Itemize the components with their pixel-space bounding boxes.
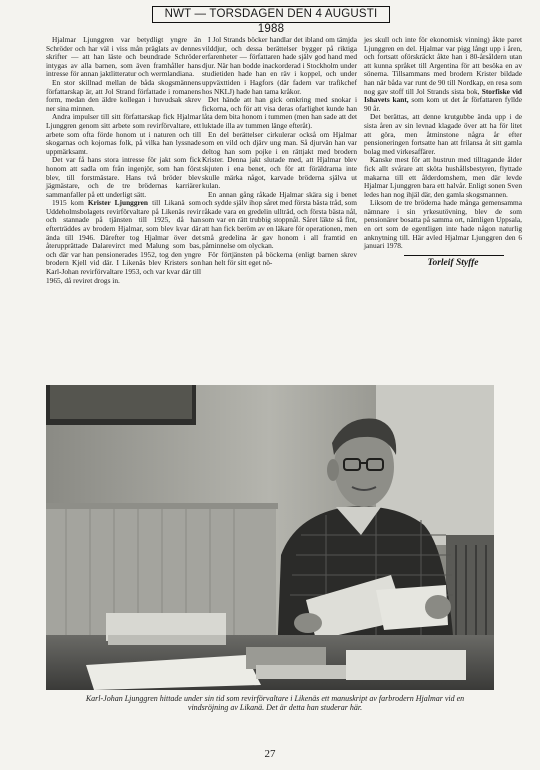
article-column-2 xyxy=(202,36,357,268)
bold-title: Storfiske vid Ishavets kant, xyxy=(364,86,522,105)
photo-caption: Karl-Johan Ljunggren hittade under sin tid som revirförvaltare i Likenäs ett manuskript av farbrodern Hjalmar vid en vindsröjning av Likanä. Det är detta han studerar här. xyxy=(85,694,465,713)
paragraph: En stor skillnad mellan de båda skogsmännens författarskap är, att Jol Strand författade i romanens form, medan den äldre kollegan i huvudsak skrev ner sina minnen. xyxy=(46,77,201,113)
paragraph: Det var få hans stora intresse för jakt som fick honom att sadla om från ingenjör, som han först blev, till forstmästare. Hans två bröder blev jägmästare, och de tre brödernas karriärer sammanfaller på ett underligt sätt. xyxy=(46,155,201,199)
page-number: 27 xyxy=(264,748,276,760)
paragraph xyxy=(364,36,522,113)
paragraph: En annan gång råkade Hjalmar skära sig i benet och sydde själv ihop såret med första bästa tråd, som råkade vara en gredelin ullträd, och första bästa nål, som var en rätt trubbig stoppnål. Såret läkte så fint, att han fick beröm av en läkare för operationen, men små gredelina är gav honom i all framtid en påminnelse om olyckan. xyxy=(202,189,357,251)
article-column-3 xyxy=(364,36,522,267)
paragraph: Det berättas, att denne krutgubbe ända upp i de sista åren av sin levnad klagade över att ha för litet att göra, men åtminstone några år efter pensioneringen fortsatte han att frilansa åt sitt gamla bolag med virkesaffärer. xyxy=(364,112,522,156)
paragraph: För förtjänsten på böckerna (enligt barnen skrev han helt för sitt eget nö- xyxy=(202,249,357,268)
paragraph: I Jol Strands böcker handlar det ibland om tämjda vilddjur, och dessa berättelser bygger på riktiga erfarenheter — författaren hade själv god hand med djur. När han bodde inackorderad i Stockholm under studietiden hade han en räv i koppel, och under uppväxttiden i Hagfors (där fadern var trafikchef hos NKLJ) hade han tama kråkor. xyxy=(202,35,357,96)
photo-illustration xyxy=(46,385,494,690)
paragraph: Hjalmar Ljunggren var betydligt yngre än Schröder och har väl i viss mån präglats av dennes skrifter — att han läste och beundrade Schröder intygas av alla barnen, som även framhåller hans intresse för annan jaktlitteratur och wermlandiana. xyxy=(46,35,201,79)
paragraph: En del berättelser cirkulerar också om Hjalmar som en vild och djärv ung man. Så djurvän han var deltog han som pojke i en rättjakt med brodern Krister. Denna jakt slutade med, att Hjalmar blev skjuten i ena benet, och för att föräldrarna inte skulle märka något, karvade bröderna själva ut kulan. xyxy=(202,129,357,191)
paragraph xyxy=(46,199,201,285)
paragraph: Liksom de tre bröderna hade många gemensamma nämnare i sin yrkesutövning, blev de som pensionärer bosatta på samma ort, nämligen Uppsala, en ort som de egentligen inte hade någon naturlig anknytning till. Här avled Hjalmar Ljunggren den 6 januari 1978. xyxy=(364,198,522,251)
author-signature: Torleif Styffe xyxy=(427,257,479,268)
paragraph: Det hände att han gick omkring med snokar i fickorna, och för att visa deras ofarlighet kunde han låta dem bita honom i tummen (men han sade att det luktade illa av tummen länge efteråt). xyxy=(202,95,357,130)
signature-rule xyxy=(404,255,504,256)
paragraph: Andra impulser till sitt författarskap fick Hjalmar Ljunggren genom sitt arbete som revirförvaltare, ett arbete som ofta förde honom ut i naturen och till skogarnas och kojornas folk, på vilka han lyssnade uppmärksamt. xyxy=(46,112,201,156)
text-run: jes skull och inte för ekonomisk vinning) åkte paret Ljunggren en del. Hjalmar var pigg långt upp i åren, och fortsatt oförskräckt åkte han i 80-årsåldern utan att kunna språket till Argentina för att besöka en av sönerna. Tillsammans med brodern Krister bildade han när båda var runt de 90 till Nordkap, en resa som nog gav stoff till Jol Strands sista bok, xyxy=(364,35,522,96)
text-run: 1915 kom xyxy=(52,198,88,208)
article-photo xyxy=(46,385,494,690)
article-column-1 xyxy=(46,36,201,285)
text-run: som kom ut det år författaren fyllde 90 år. xyxy=(364,95,522,113)
bold-name: Krister Ljunggren xyxy=(87,198,148,208)
text-run: till Likanä som Uddeholmsbolagets revirförvaltare på Likenäs revir och stannade på tjänsten till 1925, då han efterträddes av brodern Hjalmar, som blev kvar där ända till 1946. Därefter tog Hjalmar över det återupprättade Dalarevirct med Malung som bas, och där var han pensionerades 1952, tog den yngre brodern Kjell vid där. I Likenäs blev Kristers son Karl-Johan revirförvaltare 1953, och var kvar där till 1965, då reviret drogs in. xyxy=(46,198,201,285)
newspaper-header: NWT — TORSDAGEN DEN 4 AUGUSTI 1988 xyxy=(152,6,390,23)
paragraph: Kanske mest för att hustrun med tilltagande ålder fick allt svårare att sköta hushållsbestyren, flyttade makarna till ett ålderdomshem, men där levde Hjalmar Ljunggren bara ett halvår. Enligt sonen Sven ledes han nog ihjäl där, den gamla skogsmannen. xyxy=(364,155,522,199)
